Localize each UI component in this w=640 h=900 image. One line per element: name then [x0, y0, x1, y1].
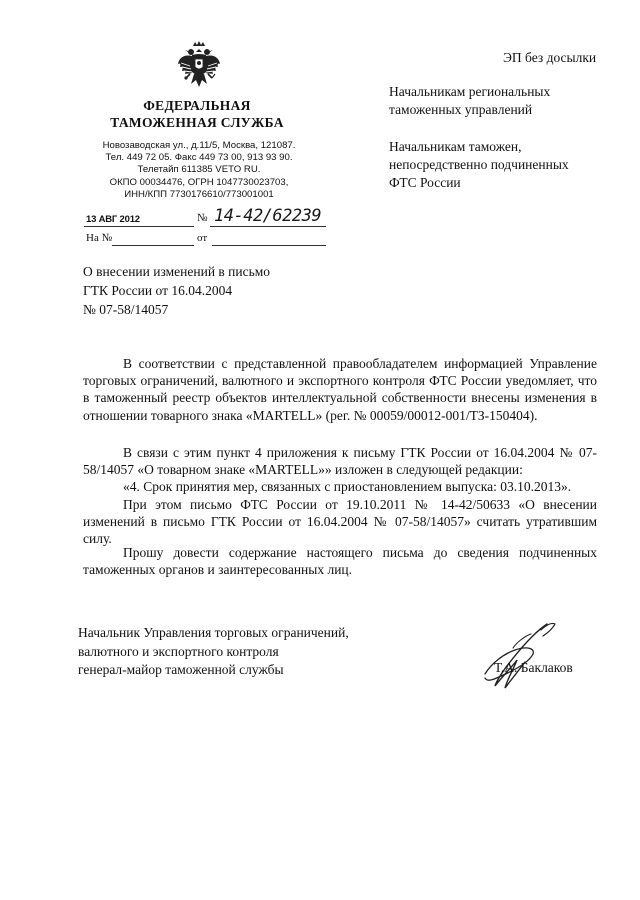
organization-name [92, 97, 302, 131]
signatory-title [78, 624, 349, 680]
organization-contacts [80, 140, 318, 201]
addressee-line: таможенных управлений [389, 102, 533, 117]
body-paragraph-2: В связи с этим пункт 4 приложения к письму ГТК России от 16.04.2004 № 07-58/14057 «О товарном знаке «MARTELL»» изложен в следующей редакции: [83, 445, 597, 478]
reference-date-underline [212, 245, 326, 246]
delivery-note: ЭП без досылки [503, 50, 597, 65]
addressee-line: ФТС России [389, 175, 461, 190]
registration-date: 13 АВГ 2012 [86, 214, 140, 225]
number-underline [210, 226, 326, 227]
body-paragraph-3: «4. Срок принятия мер, связанных с приостановлением выпуска: 03.10.2013». [123, 479, 572, 494]
signatory-title-line: генерал-майор таможенной службы [78, 662, 284, 677]
letter-subject [83, 262, 270, 319]
org-name-line-2: ТАМОЖЕННАЯ СЛУЖБА [110, 115, 284, 130]
addressee-line: Начальникам таможен, [389, 139, 522, 154]
subject-line: № 07-58/14057 [83, 302, 169, 317]
addressee-line: Начальникам региональных [389, 84, 551, 99]
signatory-title-line: Начальник Управления торговых ограничений, [78, 625, 349, 640]
org-name-line-1: ФЕДЕРАЛЬНАЯ [143, 98, 251, 113]
registration-number: 14-42/62239 [214, 206, 322, 226]
signatory-name: Т.А. Баклаков [494, 660, 573, 675]
body-paragraph-1: В соответствии с представленной правообладателем информацией Управление торговых ограничений, валютного и экспортного контроля ФТС России уведомляет, что в таможенный реестр объектов интеллектуальной собственности внесены изменения в отношении товарного знака «MARTELL» (рег. № 00059/00012-001/ТЗ-150404). [83, 356, 597, 423]
org-phones: Тел. 449 72 05. Факс 449 73 00, 913 93 90. [105, 152, 293, 164]
reference-number-underline [112, 245, 194, 246]
body-paragraph-4: При этом письмо ФТС России от 19.10.2011 № 14-42/50633 «О внесении изменений в письмо ГТК России от 16.04.2004 № 07-58/14057» считать утратившим силу. [83, 497, 597, 547]
org-telex: Телетайп 611385 VETO RU. [137, 164, 261, 176]
subject-line: ГТК России от 16.04.2004 [83, 283, 233, 298]
addressee-customs [389, 138, 569, 192]
date-underline [84, 226, 194, 227]
subject-line: О внесении изменений в письмо [83, 264, 271, 279]
addressee-line: непосредственно подчиненных [389, 157, 569, 172]
number-label: № [197, 212, 208, 224]
body-paragraph-5: Прошу довести содержание настоящего письма до сведения подчиненных таможенных органов и заинтересованных лиц. [83, 545, 597, 578]
signatory-title-line: валютного и экспортного контроля [78, 643, 279, 659]
coat-of-arms-icon [176, 40, 222, 90]
org-address: Новозаводская ул., д.11/5, Москва, 121087. [102, 140, 296, 151]
reference-date-label: от [197, 232, 208, 244]
org-inn: ИНН/КПП 7730176610/773001001 [124, 188, 274, 200]
handwritten-signature-icon [455, 618, 565, 698]
addressee-regional [389, 83, 550, 119]
reference-number-label: На № [86, 232, 113, 244]
org-okpo: ОКПО 00034476, ОГРН 1047730023703, [109, 176, 289, 188]
